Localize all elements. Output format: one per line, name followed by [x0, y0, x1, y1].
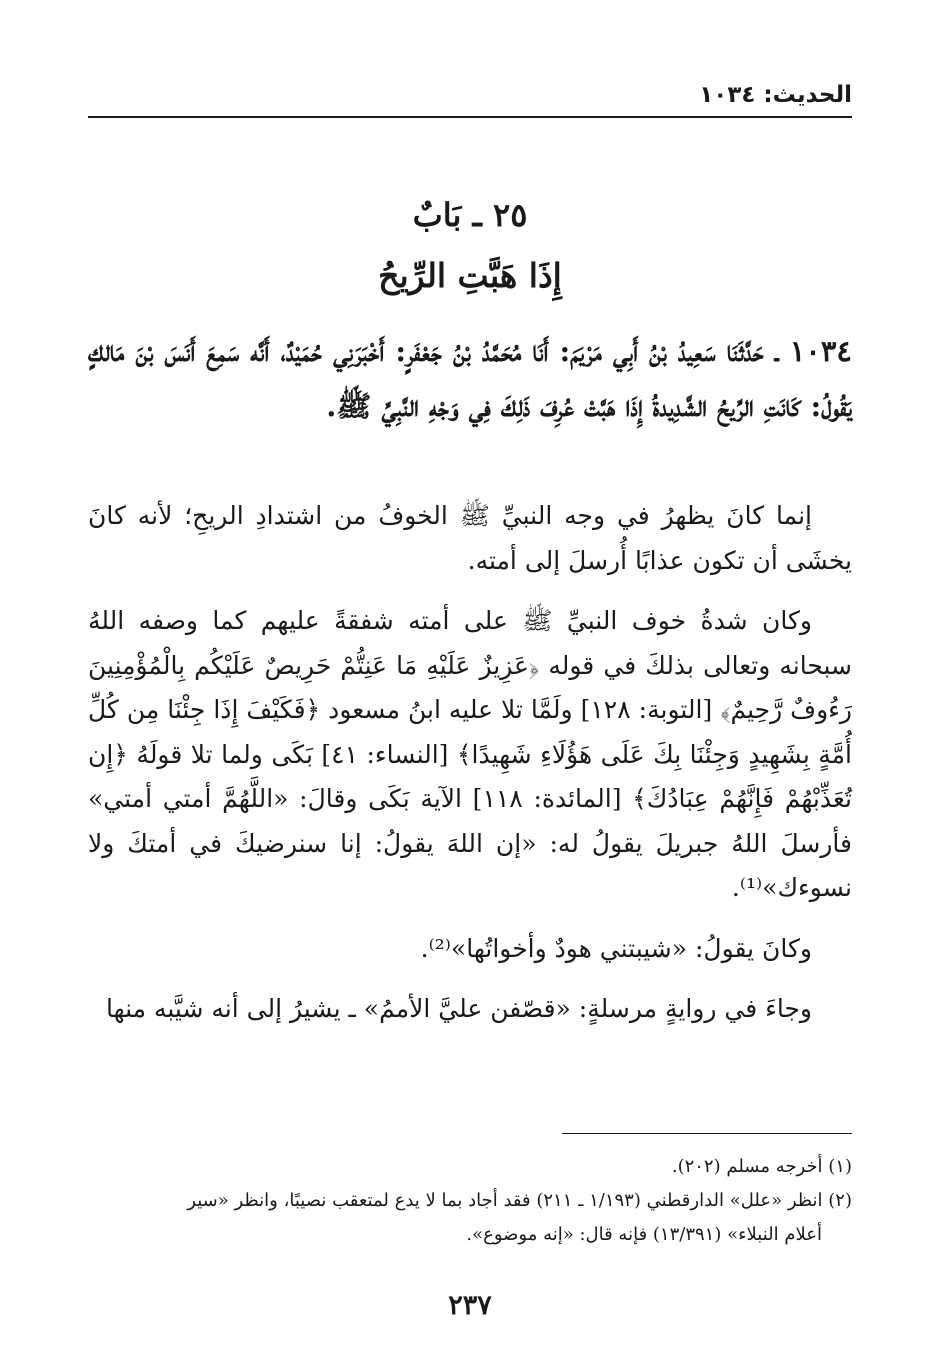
- commentary-paragraph: وجاءَ في روايةٍ مرسلةٍ: «قصّفن عليَّ الأممُ» ـ يشيرُ إلى أنه شيَّبه منها: [105, 994, 812, 1023]
- commentary-paragraph: وكانَ يقولُ: «شيبتني هودٌ وأخواتُها»⁽²⁾.: [420, 933, 812, 963]
- footnote-1: (١) أخرجه مسلم (٢٠٢).: [671, 1156, 852, 1177]
- footnote-2: (٢) انظر «علل» الدارقطني (١/١٩٣ ـ ٢١١) فقد أجاد بما لا يدع لمتعقب نصيبًا، وانظر «سير: [187, 1190, 852, 1211]
- header-divider: [88, 116, 852, 118]
- footnote-2-continuation: أعلام النبلاء» (١٣/٣٩١) فإنه قال: «إنه موضوع».: [466, 1224, 822, 1245]
- commentary-paragraph: وكان شدةُ خوف النبيِّ ﷺ على أمته شفقةً عليهم كما وصفه اللهُ سبحانه وتعالى بذلكَ في قوله ﴿عَزِيزٌ عَلَيْهِ مَا عَنِتُّمْ حَرِيصٌ عَلَيْكُم بِالْمُؤْمِنِينَ رَءُوفٌ رَّحِيمٌ﴾ [التوبة: ١٢٨] ولَمَّا تلا عليه ابنُ مسعود ﴿فَكَيْفَ إِذَا جِئْنَا مِن كُلِّ أُمَّةٍ بِشَهِيدٍ وَجِئْنَا بِكَ عَلَى هَؤُلَاءِ شَهِيدًا﴾ [النساء: ٤١] بَكَى ولما تلا قولَهُ ﴿إِن تُعَذِّبْهُمْ فَإِنَّهُمْ عِبَادُكَ﴾ [المائدة: ١١٨] الآية بَكَى وقالَ: «اللَّهُمَّ أمتي أمتي» فأرسلَ اللهُ جبريلَ يقولُ له: «إن اللهَ يقولُ: إنا سنرضيكَ في أمتكَ ولا نسوءك»⁽¹⁾.: [88, 606, 852, 902]
- page-number: ٢٣٧: [448, 1290, 492, 1321]
- running-head: الحديث: ١٠٣٤: [699, 82, 852, 108]
- commentary-paragraph: إنما كانَ يظهرُ في وجه النبيِّ ﷺ الخوفُ من اشتدادِ الريحِ؛ لأنه كانَ يخشَى أن تكون عذابًا أُرسلَ إلى أمته.: [88, 501, 852, 575]
- hadith-text: ١٠٣٤ ـ حَدَّثَنَا سَعِيدُ بْنُ أَبِي مَرْيَمَ: أَنَا مُحَمَّدُ بْنُ جَعْفَرٍ: أَخْبَرَنِي حُمَيْدٌ، أَنَّه سَمِعَ أَنَسَ بْنَ مَالكٍ يَقُولُ: كَانَتِ الرِّيحُ الشَّدِيدةُ إِذَا هَبَّتْ عُرِفَ ذَلِكَ فِي وَجْهِ النَّبِيِّ ﷺ.: [88, 334, 852, 423]
- footnote-divider: [562, 1133, 852, 1134]
- chapter-title: ٢٥ ـ بَابٌ: [412, 196, 528, 234]
- chapter-subtitle: إِذَا هَبَّتِ الرِّيحُ: [378, 256, 562, 295]
- commentary: [88, 494, 852, 1048]
- footnotes: [88, 1150, 852, 1252]
